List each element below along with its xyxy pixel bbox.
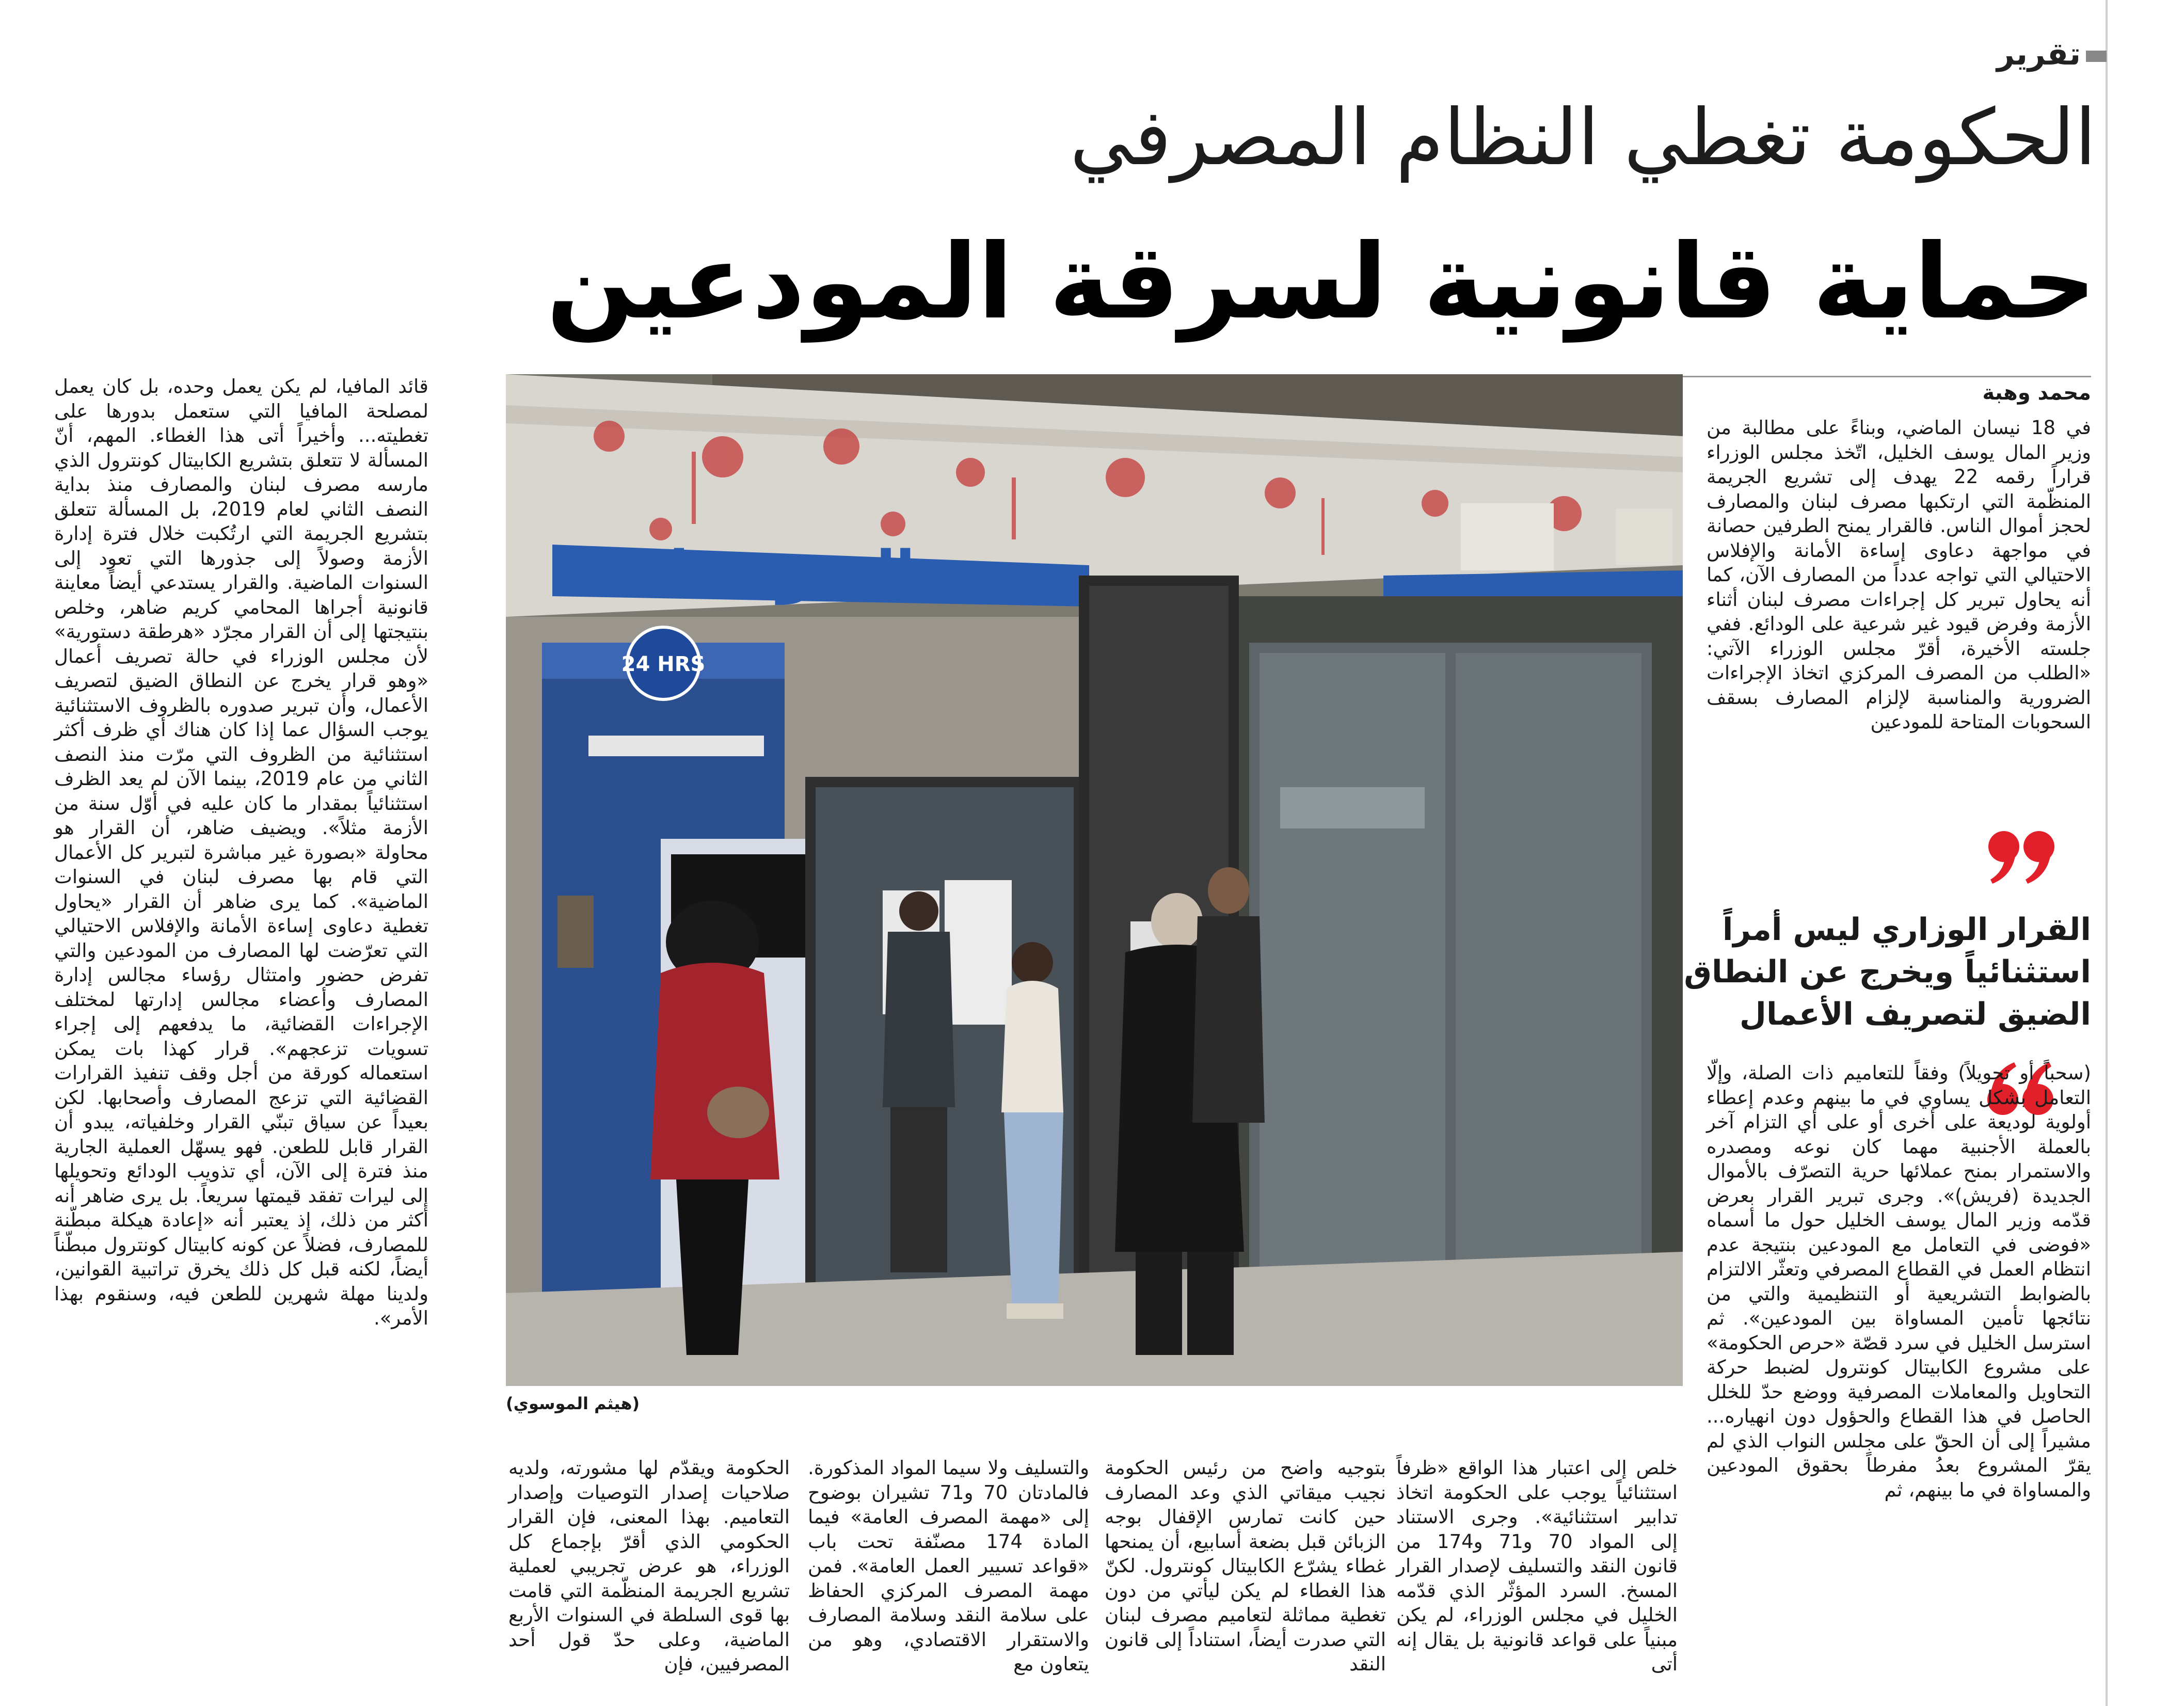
bank-storefront-photo xyxy=(506,374,1683,1386)
column-bottom-4 xyxy=(508,1456,790,1677)
paragraph: والتسليف ولا سيما المواد المذكورة. فالمادتان 70 و71 تشيران بوضوح إلى «مهمة المصرف العامة» فيما المادة 174 مصنّفة تحت باب «قواعد تسيير العمل العامة». فمن مهمة المصرف المركزي الحفاظ على سلامة النقد وسلامة المصارف والاستقرار الاقتصادي، وهو من يتعاون مع xyxy=(808,1457,1090,1675)
closing-quote-icon xyxy=(1982,826,2060,888)
bank-sign-text: المتوسط xyxy=(661,538,915,604)
column-bottom-3 xyxy=(808,1456,1089,1677)
paragraph: خلص إلى اعتبار هذا الواقع «ظرفاً استثنائياً يوجب على الحكومة اتخاذ تدابير استثنائية». وجرى الاستناد إلى المواد 70 و71 و174 من قانون النقد والتسليف لإصدار القرار المسخ. السرد المؤثّر الذي قدّمه الخليل في مجلس الوزراء، لم يكن مبنياً على قواعد قانونية بل يقال إنه أتى xyxy=(1396,1457,1678,1675)
paragraph: (سحباً أو تحويلاً) وفقاً للتعاميم ذات الصلة، وإلّا التعامل بشكل يساوي في ما بينهم وعدم إعطاء أولوية لوديعة على أخرى أو على أي التزام آخر بالعملة الأجنبية مهما كان نوعه ومصدره والاستمرار بمنح عملائها حرية التصرّف بالأموال الجديدة (فريش)». وجرى تبرير القرار بعرض قدّمه وزير المال يوسف الخليل حول ما أسماه «فوضى في التعامل مع المودعين بنتيجة عدم انتظام العمل في القطاع المصرفي وتعثّر الالتزام بالضوابط التشريعية أو التنظيمية والتي من نتائجها تأمين المساواة بين المودعين». ثم استرسل الخليل في سرد قصّة «حرص الحكومة» على مشروع الكابيتال كونترول لضبط حركة التحاويل والمعاملات المصرفية ووضع حدّ للخلل الحاصل في هذا القطاع والحؤول دون انهياره... مشيراً إلى أن الحقّ على مجلس النواب الذي لم يقرّ المشروع بعدُ مفرطاً بحقوق المودعين والمساواة في ما بينهم، ثم xyxy=(1707,1062,2091,1501)
column-right-top xyxy=(1707,416,2091,735)
section-label: تقرير xyxy=(1997,36,2081,72)
byline-rule xyxy=(1627,376,2091,377)
photo-credit: (هيثم الموسوي) xyxy=(506,1394,640,1413)
paragraph: قائد المافيا، لم يكن يعمل وحده، بل كان يعمل لمصلحة المافيا التي ستعمل بدورها على تغطيته... وأخيراً أتى هذا الغطاء. المهم، أنّ المسألة لا تتعلق بتشريع الكابيتال كونترول الذي مارسه مصرف لبنان والمصارف منذ بداية النصف الثاني لعام 2019، بل المسألة تتعلق بتشريع الجريمة التي ارتُكبت خلال فترة إدارة الأزمة وصولاً إلى جذورها التي تعود إلى السنوات الماضية. والقرار يستدعي أيضاً معاينة قانونية أجراها المحامي كريم ضاهر، وخلص بنتيجتها إلى أن القرار مجرّد «هرطقة دستورية» لأن مجلس الوزراء في حالة تصريف أعمال «وهو قرار يخرج عن النطاق الضيق لتصريف الأعمال، وأن تبرير صدوره بالظروف الاستثنائية يوجب السؤال عما إذا كان هناك أي ظرف أكثر استثنائية من الظروف التي مرّت منذ النصف الثاني من عام 2019، بينما الآن لم يعد الظرف استثنائياً بمقدار ما كان عليه في أوّل سنة من الأزمة مثلاً». ويضيف ضاهر، أن القرار هو محاولة «بصورة غير مباشرة لتبرير كل الأعمال التي قام بها مصرف لبنان في السنوات الماضية». كما يرى ضاهر أن القرار «يحاول تغطية دعاوى إساءة الأمانة والإفلاس الاحتيالي التي تعرّضت لها المصارف من المودعين والتي تفرض حضور وامتثال رؤساء مجالس إدارة المصارف وأعضاء مجالس إدارتها لمختلف الإجراءات القضائية، ما يدفعهم إلى إجراء تسويات تزعجهم». قرار كهذا بات يمكن استعماله كورقة من أجل وقف تنفيذ القرارات القضائية التي تزعج المصارف وأصحابها. لكن بعيداً عن سياق تبنّي القرار وخلفياته، يبدو أن القرار قابل للطعن. فهو يسهّل العملية الجارية منذ فترة إلى الآن، أي تذويب الودائع وتحويلها إلى ليرات تفقد قيمتها سريعاً. بل يرى ضاهر أنه أكثر من ذلك، إذ يعتبر أنه «إعادة هيكلة مبطّنة للمصارف، فضلاً عن كونه كابيتال كونترول مبطّناً أيضاً، لكنه قبل كل ذلك يخرق تراتبية القوانين، ولدينا مهلة شهرين للطعن فيه، وسنقوم بهذا الأمر». xyxy=(54,375,428,1329)
page-edge-rule xyxy=(2106,0,2108,1706)
column-right-bottom xyxy=(1707,1061,2091,1502)
pull-quote: القرار الوزاري ليس أمراً استثنائياً ويخرج عن النطاق الضيق لتصريف الأعمال xyxy=(1684,912,2091,1032)
paragraph: بتوجيه واضح من رئيس الحكومة نجيب ميقاتي الذي وعد المصارف حين كانت تمارس الإقفال بوجه الزبائن قبل بضعة أسابيع، أن يمنحها غطاء يشرّع الكابيتال كونترول. لكنّ هذا الغطاء لم يكن ليأتي من دون تغطية مماثلة لتعاميم مصرف لبنان التي صدرت أيضاً، استناداً إلى قانون النقد xyxy=(1105,1457,1386,1675)
column-bottom-1 xyxy=(1396,1456,1678,1677)
paragraph: في 18 نيسان الماضي، وبناءً على مطالبة من وزير المال يوسف الخليل، اتّخذ مجلس الوزراء قراراً رقمه 22 يهدف إلى تشريع الجريمة المنظّمة التي ارتكبها مصرف لبنان والمصارف لحجز أموال الناس. فالقرار يمنح الطرفين حصانة في مواجهة دعاوى إساءة الأمانة والإفلاس الاحتيالي التي تواجه عدداً من المصارف الآن، كما أنه يحاول تبرير كل إجراءات مصرف لبنان أثناء الأزمة وفرض قيود غير شرعية على الودائع. ففي جلسته الأخيرة، أقرّ مجلس الوزراء الآتي: «الطلب من المصرف المركزي اتخاذ الإجراءات الضرورية والمناسبة لإلزام المصارف بسقف السحوبات المتاحة للمودعين xyxy=(1707,417,2091,733)
main-headline: حماية قانونية لسرقة المودعين xyxy=(546,222,2096,342)
atm-24hrs-badge: 24 HRS xyxy=(621,652,706,676)
paragraph: الحكومة ويقدّم لها مشورته، ولديه صلاحيات إصدار التوصيات وإصدار التعاميم. بهذا المعنى، فإن القرار الحكومي الذي أقرّ بإجماع كل الوزراء، هو عرض تجريبي لعملية تشريع الجريمة المنظّمة التي قامت بها قوى السلطة في السنوات الأربع الماضية، وعلى حدّ قول أحد المصرفيين، فإن xyxy=(508,1457,790,1675)
section-marker-icon xyxy=(2086,51,2107,62)
column-left xyxy=(54,374,428,1331)
byline: محمد وهبة xyxy=(1982,381,2091,405)
column-bottom-2 xyxy=(1105,1456,1386,1677)
kicker-headline: الحكومة تغطي النظام المصرفي xyxy=(1070,93,2096,183)
